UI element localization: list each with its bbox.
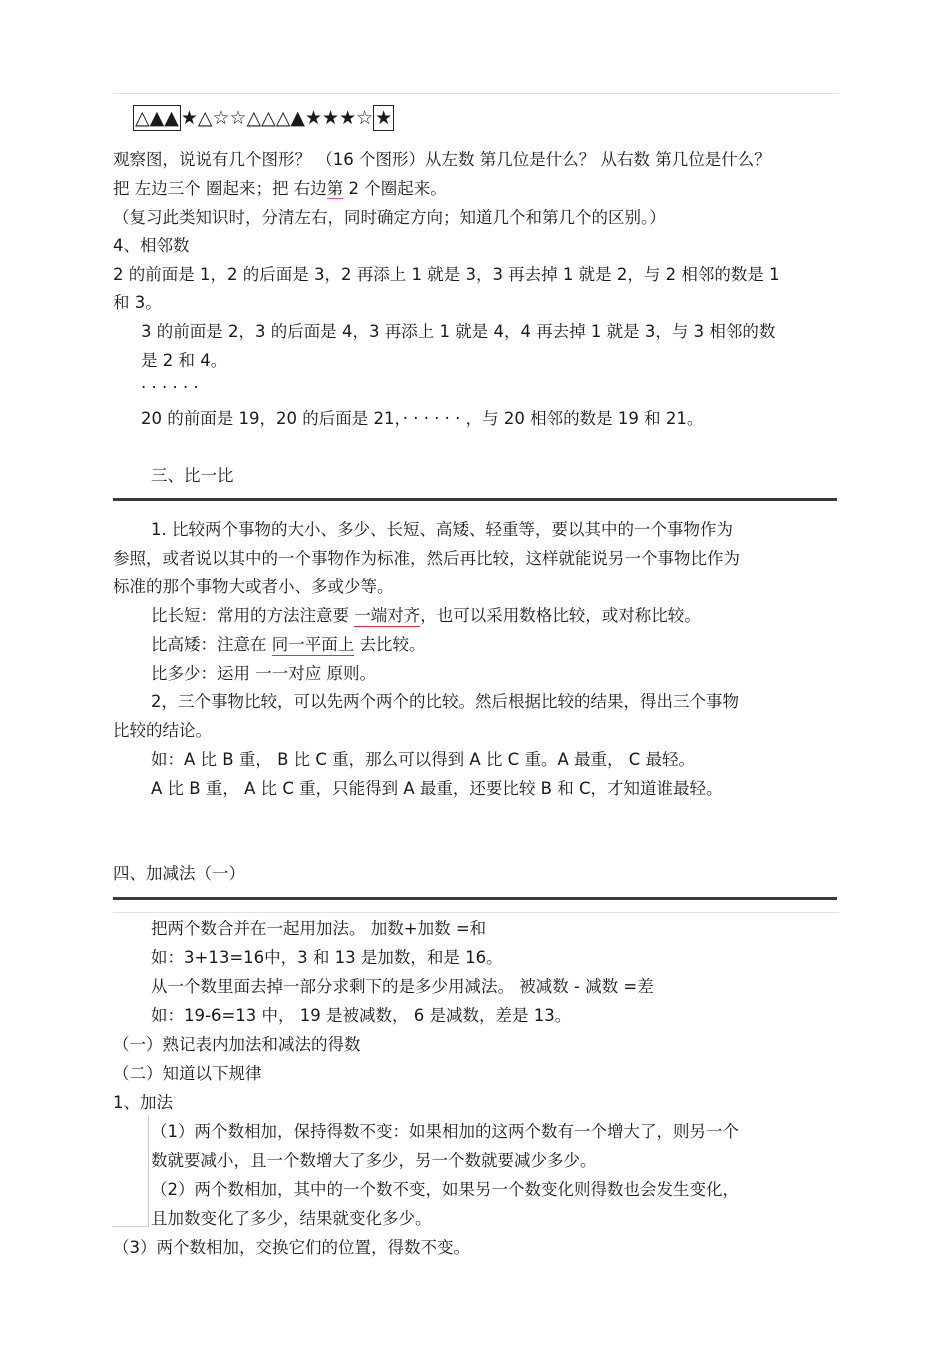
compare-example-1: 如：A 比 B 重， B 比 C 重，那么可以得到 A 比 C 重。A 最重， C 最轻。: [151, 750, 695, 769]
compare-section-rule: [113, 498, 837, 501]
height-key-term: 同一平面上: [271, 635, 355, 654]
height-text-b: 去比较。: [354, 635, 426, 654]
addsub-section-title: 四、加减法（一）: [113, 864, 245, 883]
compare-p1a: 1. 比较两个事物的大小、多少、长短、高矮、轻重等，要以其中的一个事物作为: [151, 520, 733, 539]
adjacent-p2b: 是 2 和 4。: [141, 351, 228, 370]
boxed-shapes-left: △▲▲: [135, 107, 179, 129]
rule-block-foot: [113, 1226, 149, 1227]
rule-1b: 数就要减小，且一个数增大了多少，另一个数就要减少多少。: [151, 1151, 597, 1170]
subtraction-definition: 从一个数里面去掉一部分求剩下的是多少用减法。 被减数 - 减数 =差: [151, 977, 654, 996]
underlined-ordinal: 第: [326, 179, 344, 198]
boxed-shape-right: ★: [375, 107, 393, 129]
top-divider: [113, 93, 839, 94]
addsub-thin-rule: [113, 912, 839, 913]
rule-3: （3）两个数相加，交换它们的位置，得数不变。: [113, 1238, 470, 1257]
addition-example: 如：3+13=16中，3 和 13 是加数，和是 16。: [151, 948, 503, 967]
compare-p1c: 标准的那个事物大或者小、多或少等。: [113, 577, 394, 596]
compare-example-2: A 比 B 重， A 比 C 重，只能得到 A 最重，还要比较 B 和 C，才知道谁最轻。: [151, 779, 723, 798]
height-text-a: 比高矮：注意在: [151, 635, 272, 654]
adjacent-p1a: 2 的前面是 1，2 的后面是 3，2 再添上 1 就是 3，3 再去掉 1 就是 2，与 2 相邻的数是 1: [113, 265, 780, 284]
addition-heading: 1、加法: [113, 1093, 173, 1112]
question-line: 观察图，说说有几个图形？ （16 个图形）从左数 第几位是什么？ 从右数 第几位是什么？: [113, 150, 771, 169]
compare-p1b: 参照，或者说以其中的一个事物作为标准，然后再比较，这样就能说另一个事物比作为: [113, 549, 740, 568]
adjacent-p3: 20 的前面是 19，20 的后面是 21，· · · · · · ，与 20 相邻的数是 19 和 21。: [141, 409, 704, 428]
compare-section-title: 三、比一比: [151, 466, 234, 485]
adjacent-p1b: 和 3。: [113, 293, 162, 312]
circle-instruction: [113, 178, 447, 200]
addsub-section-rule: [113, 897, 837, 900]
shapes-row: [133, 104, 394, 132]
ellipsis-dots: · · · · · ·: [141, 378, 199, 397]
rule-2b: 且加数变化了多少，结果就变化多少。: [151, 1209, 432, 1228]
shapes-middle: ★△☆☆△△△▲★★★☆: [180, 107, 374, 129]
compare-length: [151, 605, 701, 627]
compare-p2a: 2，三个事物比较，可以先两个两个的比较。然后根据比较的结果，得出三个事物: [151, 692, 739, 711]
compare-height: [151, 634, 426, 656]
circle-text-a: 把 左边三个 圈起来；把 右边: [113, 179, 327, 198]
list-item-one: （一）熟记表内加法和减法的得数: [113, 1035, 361, 1054]
adjacent-heading: 4、相邻数: [113, 236, 190, 255]
rule-block-bar: [148, 1115, 149, 1227]
length-key-term: 一端对齐: [354, 606, 421, 625]
list-item-two: （二）知道以下规律: [113, 1064, 262, 1083]
length-text-b: ，也可以采用数格比较，或对称比较。: [420, 606, 701, 625]
rule-2a: （2）两个数相加，其中的一个数不变，如果另一个数变化则得数也会发生变化，: [151, 1180, 739, 1199]
length-text-a: 比长短：常用的方法注意要: [151, 606, 355, 625]
rule-1a: （1）两个数相加，保持得数不变：如果相加的这两个数有一个增大了，则另一个: [151, 1122, 739, 1141]
subtraction-example: 如：19-6=13 中， 19 是被减数， 6 是减数，差是 13。: [151, 1006, 572, 1025]
compare-p2b: 比较的结论。: [113, 721, 212, 740]
addition-definition: 把两个数合并在一起用加法。 加数+加数 =和: [151, 919, 487, 938]
adjacent-p2a: 3 的前面是 2，3 的后面是 4，3 再添上 1 就是 4，4 再去掉 1 就是 3，与 3 相邻的数: [141, 322, 776, 341]
circle-text-b: 2 个圈起来。: [343, 179, 447, 198]
review-note: （复习此类知识时，分清左右，同时确定方向；知道几个和第几个的区别。）: [113, 208, 666, 227]
compare-count: 比多少：运用 一一对应 原则。: [151, 664, 376, 683]
